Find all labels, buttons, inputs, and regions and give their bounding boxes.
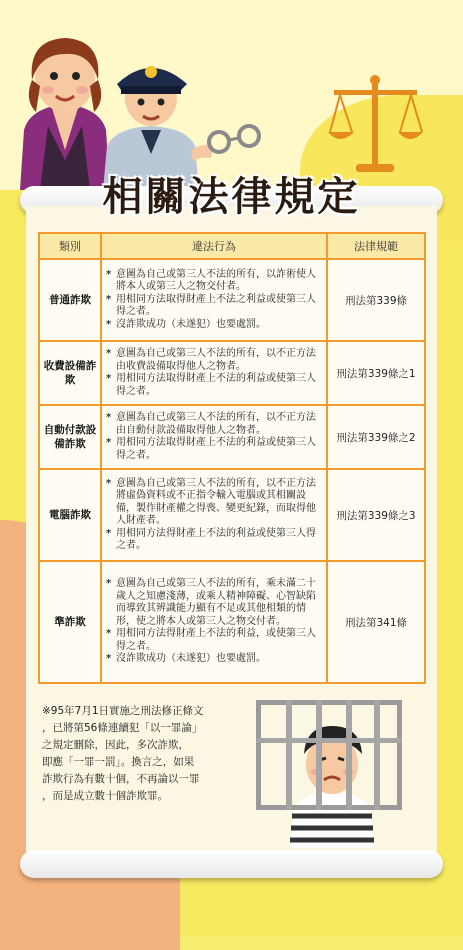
page-title: 相關法律規定 [102, 174, 361, 220]
table-row [39, 405, 425, 469]
table-row [39, 561, 425, 683]
act-item: * 意圖為自己或第三人不法的所有，以詐術使人將本人或第三人之物交付者。 [106, 269, 322, 294]
act-item: * 意圖為自己或第三人不法的所有，以不正方法由收費設備取得他人之物者。 [106, 348, 322, 373]
row-category: 自動付款設備詐欺 [39, 405, 101, 469]
row-category: 電腦詐欺 [39, 469, 101, 561]
note-line: ，已將第56條連續犯「以一罪論」 [42, 722, 203, 734]
row-law: 刑法第339條之2 [327, 405, 425, 469]
row-law: 刑法第341條 [327, 561, 425, 683]
table-row [39, 341, 425, 405]
table-row [39, 259, 425, 341]
amendment-note [42, 703, 254, 805]
act-item: * 用相同方法取得財產上不法的利益或使第三人得之者。 [106, 373, 322, 398]
act-item: * 意圖為自己或第三人不法的所有，乘未滿二十歲人之知慮淺薄，或乘人精神障礙、心智缺陷而導致其辨識能力顯有不足或其他相類的情形，使之將本人或第三人之物交付者。 [106, 578, 322, 628]
row-category: 普通詐欺 [39, 259, 101, 341]
row-acts [101, 341, 327, 405]
row-acts [101, 469, 327, 561]
row-acts [101, 405, 327, 469]
note-line: ，而是成立數十個詐欺罪。 [42, 790, 168, 802]
column-header-acts: 違法行為 [101, 233, 327, 259]
scales-of-justice-icon [328, 70, 423, 180]
column-header-category: 類別 [39, 233, 101, 259]
act-item: * 用相同方法得財產上不法的利益或使第三人得之者。 [106, 528, 322, 553]
jail-bar [286, 700, 292, 810]
jail-bars-frame [256, 700, 402, 810]
row-law: 刑法第339條之1 [327, 341, 425, 405]
scroll-bottom-roll [20, 850, 443, 878]
act-item: * 沒詐欺成功（未遂犯）也要處罰。 [106, 653, 322, 666]
note-line: 之規定刪除，因此，多次詐欺， [42, 739, 189, 751]
jail-bar [374, 700, 380, 810]
note-line: 即應「一罪一罰」。換言之，如果 [42, 756, 195, 768]
act-item: * 用相同方法得財產上不法的利益，或使第三人得之者。 [106, 628, 322, 653]
note-line: ※95年7月1日實施之刑法修正條文 [42, 705, 204, 717]
row-acts [101, 259, 327, 341]
act-item: * 用相同方法取得財產上不法之利益或使第三人得之者。 [106, 294, 322, 319]
act-item: * 意圖為自己或第三人不法的所有，以不正方法將虛偽資料或不正指令輸入電腦或其相關設備，製作財產權之得喪、變更紀錄，而取得他人財產者。 [106, 478, 322, 528]
jail-crossbar [256, 738, 402, 743]
prison-cell [256, 700, 406, 820]
act-item: * 用相同方法取得財產上不法的利益或使第三人得之者。 [106, 437, 322, 462]
row-law: 刑法第339條 [327, 259, 425, 341]
jail-bar [346, 700, 352, 810]
act-item: * 沒詐欺成功（未遂犯）也要處罰。 [106, 319, 322, 332]
row-category: 準詐欺 [39, 561, 101, 683]
column-header-law: 法律規範 [327, 233, 425, 259]
row-acts [101, 561, 327, 683]
law-table [38, 232, 426, 684]
act-item: * 意圖為自己或第三人不法的所有，以不正方法由自動付款設備取得他人之物者。 [106, 412, 322, 437]
note-line: 詐欺行為有數十個，不再論以一罪 [42, 773, 200, 785]
row-law: 刑法第339條之3 [327, 469, 425, 561]
table-row [39, 469, 425, 561]
table-header-row [39, 233, 425, 259]
jail-bar [316, 700, 322, 810]
handcuffs-icon [205, 118, 265, 158]
row-category: 收費設備詐欺 [39, 341, 101, 405]
